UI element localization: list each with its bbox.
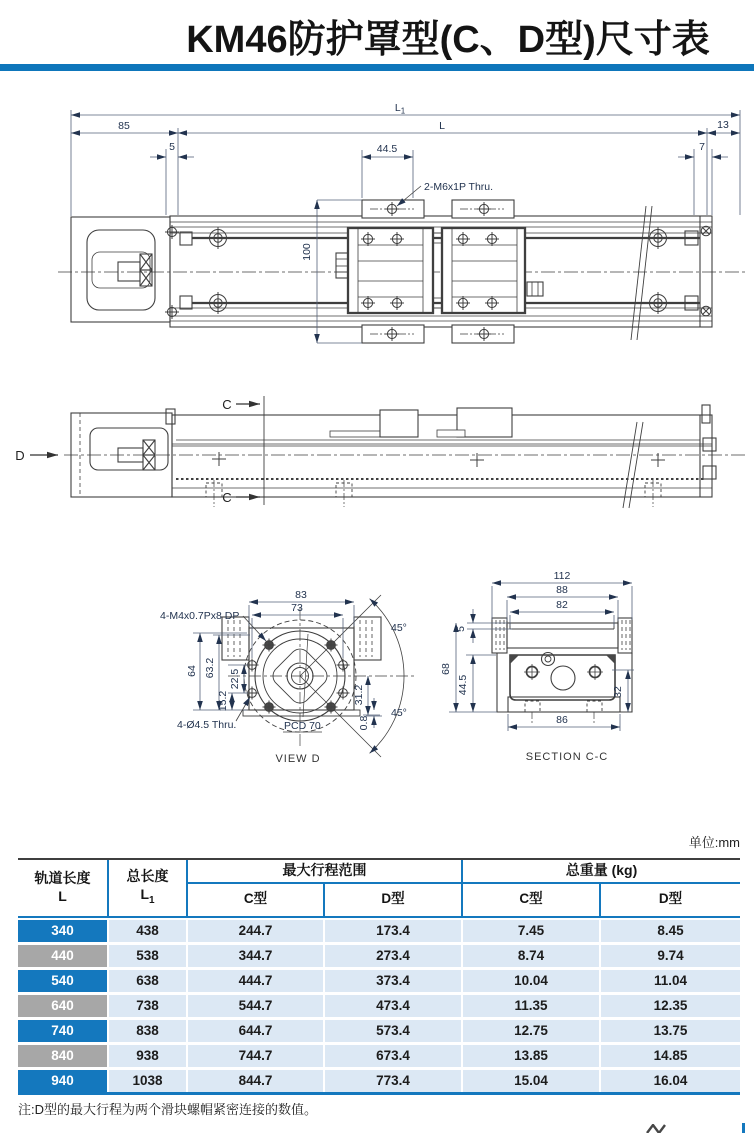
section-markers [15,396,264,505]
cell-stroke-d: 173.4 [325,918,463,942]
dim-64: 64 [186,665,198,677]
header-stroke-c: C型 [188,884,325,918]
cell-weight-d: 13.75 [601,1017,740,1042]
dim-86: 86 [556,714,568,726]
plan-view-geometry [58,200,748,343]
table-row [18,1042,740,1067]
dim-32: 32 [612,686,624,698]
table-row [18,992,740,1017]
cell-weight-d: 16.04 [601,1067,740,1092]
cell-track-length: 440 [18,942,109,967]
cell-weight-d: 9.74 [601,942,740,967]
cell-track-length: 840 [18,1042,109,1067]
center-cross-marks [212,452,665,467]
table-row [18,942,740,967]
plan-view-drawing [0,95,754,355]
dim-angle-bottom: 45° [391,707,407,719]
cell-weight-d: 11.04 [601,967,740,992]
dimension-spec-table [18,858,740,1095]
cell-stroke-c: 244.7 [188,918,325,942]
cell-weight-c: 7.45 [463,918,601,942]
table-row [18,1067,740,1092]
header-total-length-sub: 1 [149,894,155,906]
side-view-drawing [0,385,754,515]
dim-68: 68 [440,663,452,675]
unit-label: 单位:mm [688,835,740,850]
dim-83: 83 [295,589,307,601]
cell-stroke-d: 473.4 [325,992,463,1017]
dim-44-5-section: 44.5 [457,674,469,696]
section-cc-caption: SECTION C-C [525,751,609,763]
table-row [18,918,740,942]
dim-5: 5 [169,141,175,153]
view-d-geometry [222,595,414,757]
header-track-length [18,860,109,918]
cell-total-length: 1038 [109,1067,188,1092]
label-m4-holes: 4-M4x0.7Px8 DP [160,610,240,622]
cell-weight-c: 15.04 [463,1067,601,1092]
cell-stroke-d: 573.4 [325,1017,463,1042]
cell-stroke-d: 773.4 [325,1067,463,1092]
cell-total-length: 838 [109,1017,188,1042]
dim-22-5: 22.5 [229,668,241,690]
dim-L1-base: L [394,102,401,114]
dim-112: 112 [553,570,571,582]
view-d-caption: VIEW D [275,753,321,765]
cell-stroke-d: 373.4 [325,967,463,992]
cell-weight-d: 8.45 [601,918,740,942]
cell-stroke-c: 744.7 [188,1042,325,1067]
partial-blue-tick [742,1123,745,1133]
break-line [623,422,643,508]
section-cc-geometry [492,618,632,723]
table-body [18,918,740,1092]
dim-15-2: 15.2 [217,690,229,712]
dim-angle-top: 45° [391,622,407,634]
dim-100: 100 [301,243,313,261]
partial-logo-mark [645,1124,675,1133]
cell-weight-c: 10.04 [463,967,601,992]
dim-7: 7 [699,141,705,153]
header-weight-d: D型 [601,884,740,918]
dim-31-2: 31.2 [353,684,365,706]
cell-stroke-c: 444.7 [188,967,325,992]
cell-stroke-d: 273.4 [325,942,463,967]
dim-13: 13 [717,119,729,131]
cell-weight-c: 8.74 [463,942,601,967]
table-row [18,967,740,992]
cell-track-length: 540 [18,967,109,992]
cell-weight-d: 14.85 [601,1042,740,1067]
cell-stroke-c: 844.7 [188,1067,325,1092]
header-group-weight: 总重量 (kg) [463,860,740,884]
footnote: 注:D型的最大行程为两个滑块螺帽紧密连接的数值。 [18,1102,318,1117]
header-stroke-d: D型 [325,884,463,918]
dim-63-2: 63.2 [204,657,216,679]
detail-views-drawing [0,570,754,770]
cell-track-length: 740 [18,1017,109,1042]
cell-track-length: 940 [18,1067,109,1092]
cell-total-length: 538 [109,942,188,967]
header-track-length-text: 轨道长度 [34,870,91,887]
header-total-length-symbol: L [140,885,149,902]
dim-85: 85 [118,120,130,132]
cell-weight-c: 12.75 [463,1017,601,1042]
side-view-geometry [64,405,748,508]
dim-44-5: 44.5 [376,143,398,155]
cell-weight-d: 12.35 [601,992,740,1017]
cell-total-length: 438 [109,918,188,942]
dim-L1 [395,102,406,116]
dim-88: 88 [556,584,568,596]
label-45-thru-holes: 4-Ø4.5 Thru. [177,719,237,731]
dim-73: 73 [291,602,303,614]
page-title: KM46防护罩型(C、D型)尺寸表 [186,19,710,61]
cell-track-length: 340 [18,918,109,942]
header-group-stroke: 最大行程范围 [188,860,463,884]
header-track-length-symbol: L [58,887,67,904]
cell-stroke-d: 673.4 [325,1042,463,1067]
cell-total-length: 638 [109,967,188,992]
cell-weight-c: 13.85 [463,1042,601,1067]
label-pcd-70: PCD 70 [284,720,321,732]
cell-total-length: 938 [109,1042,188,1067]
cell-total-length: 738 [109,992,188,1017]
cell-track-length: 640 [18,992,109,1017]
label-section-c-bottom: C [222,490,232,505]
label-section-c-top: C [222,397,232,412]
dim-0-8: 0.8 [358,715,370,731]
break-line [631,206,652,340]
cell-stroke-c: 544.7 [188,992,325,1017]
header-total-length-text: 总长度 [126,868,169,885]
header-total-length [109,860,188,918]
title-divider-rule [0,64,754,71]
cell-stroke-c: 644.7 [188,1017,325,1042]
label-view-d-arrow: D [15,448,25,463]
header-weight-c: C型 [463,884,601,918]
label-m6-thru: 2-M6x1P Thru. [424,181,494,193]
dim-L: L [439,120,445,132]
cell-weight-c: 11.35 [463,992,601,1017]
base-mount-slots [206,480,661,507]
dim-5-section: 5 [455,626,467,632]
dim-82: 82 [556,599,568,611]
cell-stroke-c: 344.7 [188,942,325,967]
table-row [18,1017,740,1042]
dim-L1-sub: 1 [400,106,406,116]
